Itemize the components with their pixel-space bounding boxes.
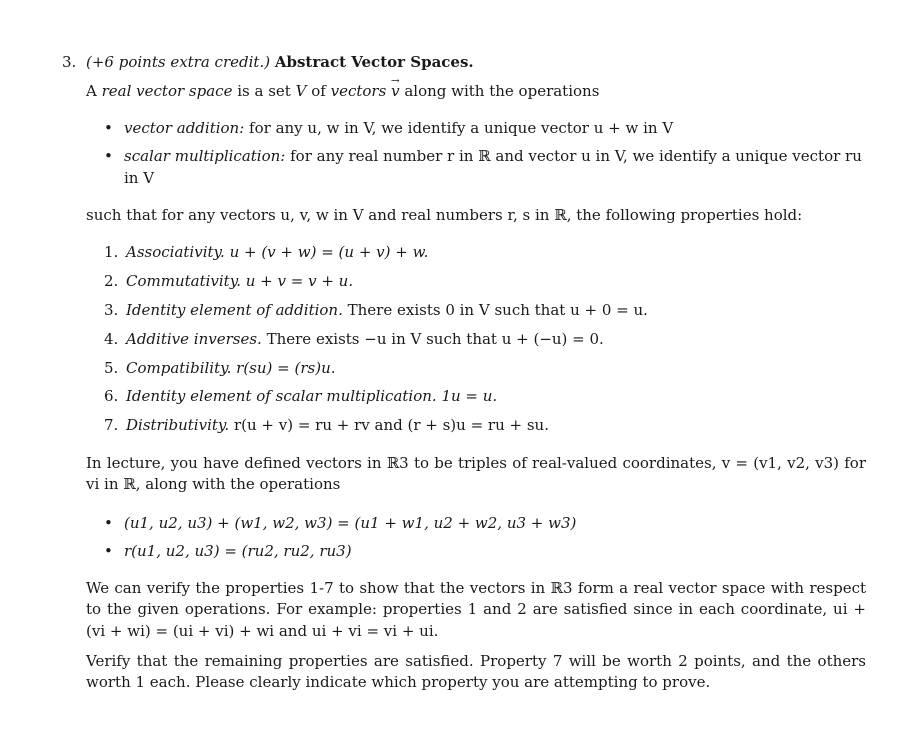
property-number: 6.	[104, 387, 119, 406]
bullet-icon: •	[104, 514, 113, 532]
property-statement: There exists 0 in V such that u + 0 = u.	[347, 300, 648, 319]
property-statement: r(u + v) = ru + rv and (r + s)u = ru + su.	[233, 416, 549, 435]
list-item	[104, 118, 866, 139]
verify-paragraph: We can verify the properties 1-7 to show that the vectors in ℝ3 form a real vector space with respect to the given operations. For example: properties 1 and 2 are satisfied since in each coordinate, ui + (vi + wi) = (ui + vi) + wi and ui + vi = vi + ui.	[86, 579, 866, 640]
operation-formula: r(u1, u2, u3) = (ru2, ru2, ru3)	[124, 542, 352, 561]
operation-text: for any real number r in ℝ and vector u in V, we identify a unique vector ru in V	[124, 147, 862, 187]
property-statement: There exists −u in V such that u + (−u) = 0.	[266, 329, 604, 348]
operation-formula: (u1, u2, u3) + (w1, w2, w3) = (u1 + w1, u2 + w2, u3 + w3)	[124, 514, 577, 532]
property-number: 2.	[104, 271, 119, 290]
property-item	[104, 271, 866, 292]
property-statement: 1u = u.	[441, 387, 498, 406]
list-item	[104, 541, 866, 562]
operation-text: for any u, w in V, we identify a unique vector u + w in V	[249, 119, 674, 137]
lecture-paragraph: In lecture, you have defined vectors in ℝ3 to be triples of real-valued coordinates, v = (v1, v2, v3) for vi in ℝ, along with the operations	[86, 454, 866, 494]
property-name: Identity element of addition.	[126, 300, 343, 319]
term-vectors: vectors	[330, 82, 387, 100]
property-item	[104, 329, 866, 350]
property-item	[104, 415, 866, 436]
instructions-paragraph: Verify that the remaining properties are satisfied. Property 7 will be worth 2 points, and the others worth 1 each. Please clearly indicate which property you are attempting to prove.	[86, 652, 866, 692]
operations-list	[104, 118, 866, 196]
property-number: 3.	[104, 300, 119, 319]
property-number: 7.	[104, 416, 119, 435]
property-name: Additive inverses.	[126, 329, 262, 348]
list-item	[104, 146, 866, 189]
r3-operations-list	[104, 513, 866, 570]
property-item	[104, 386, 866, 407]
problem-number: 3.	[62, 53, 77, 71]
property-statement: u + v = v + u.	[245, 271, 354, 290]
operation-name: scalar multiplication:	[124, 147, 286, 166]
property-number: 4.	[104, 329, 119, 348]
such-that-sentence: such that for any vectors u, v, w in V and real numbers r, s in ℝ, the following properties hold:	[86, 206, 803, 224]
list-item	[104, 513, 866, 534]
property-name: Identity element of scalar multiplication.	[126, 387, 437, 406]
property-name: Compatibility.	[126, 358, 232, 377]
property-statement: r(su) = (rs)u.	[236, 358, 336, 377]
bullet-icon: •	[104, 119, 113, 137]
property-name: Distributivity.	[126, 416, 230, 435]
property-name: Associativity.	[126, 243, 225, 261]
problem-title: Abstract Vector Spaces.	[274, 53, 474, 71]
extra-credit-note: (+6 points extra credit.)	[86, 53, 271, 71]
bullet-icon: •	[104, 147, 113, 166]
definition-sentence: A real vector space is a set V of vectors → v along with the operations	[86, 81, 866, 102]
bullet-icon: •	[104, 542, 113, 561]
property-item	[104, 300, 866, 321]
term-real-vector-space: real vector space	[101, 82, 233, 100]
operation-name: vector addition:	[124, 119, 245, 137]
property-number: 5.	[104, 358, 119, 377]
property-number: 1.	[104, 243, 119, 261]
properties-list	[104, 242, 866, 444]
property-statement: u + (v + w) = (u + v) + w.	[229, 243, 429, 261]
property-name: Commutativity.	[126, 271, 241, 290]
property-item	[104, 242, 866, 263]
property-item	[104, 358, 866, 379]
problem-heading	[86, 52, 474, 73]
